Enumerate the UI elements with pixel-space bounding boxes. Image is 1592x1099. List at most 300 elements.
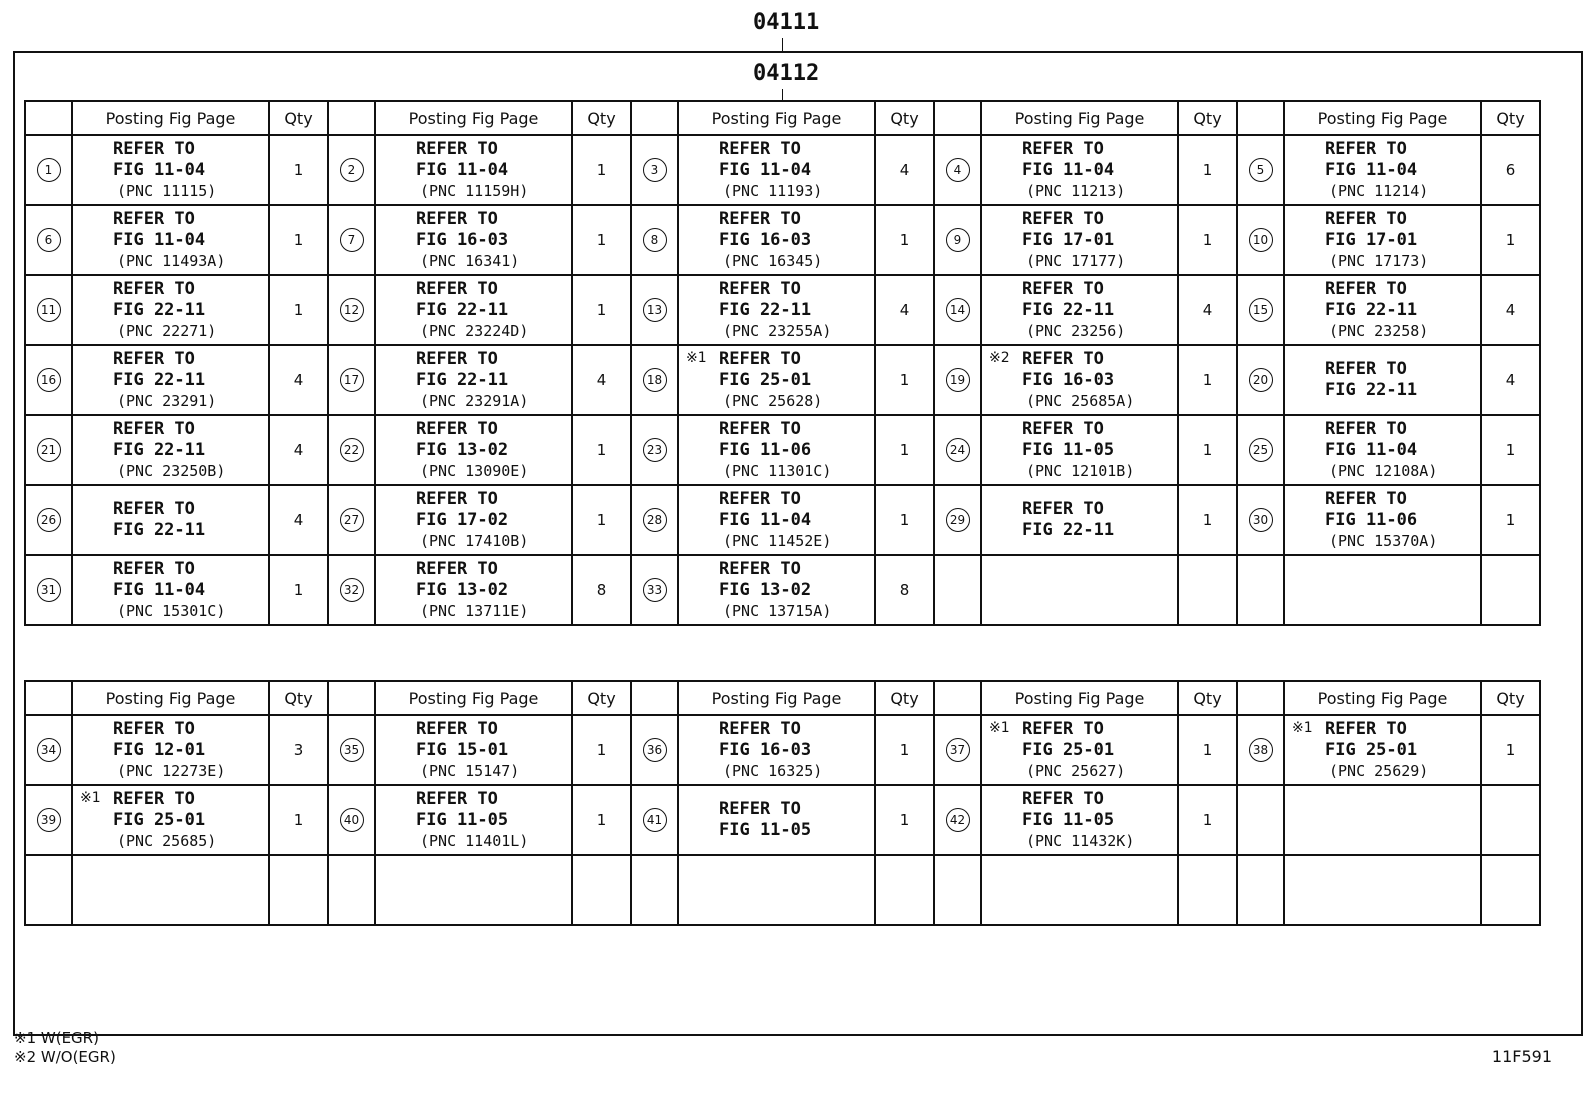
qty-cell: 1	[875, 415, 934, 485]
qty-cell: 1	[572, 415, 631, 485]
qty-cell: 1	[1178, 205, 1237, 275]
fig-page-text: FIG 22-11	[1022, 299, 1115, 320]
item-number-badge: 13	[643, 298, 667, 322]
header-posting-fig-page: Posting Fig Page	[678, 101, 875, 135]
reference-cell	[981, 135, 1178, 205]
reference-cell	[375, 785, 572, 855]
header-posting-fig-page: Posting Fig Page	[1284, 101, 1481, 135]
top-part-label: 04111	[753, 10, 820, 35]
qty-cell	[572, 855, 631, 925]
fig-page-text: FIG 25-01	[1022, 739, 1115, 760]
pnc-text: (PNC 12108A)	[1329, 461, 1438, 480]
qty-cell	[875, 855, 934, 925]
parts-table-2	[24, 680, 1541, 926]
item-number-cell	[25, 785, 72, 855]
pnc-text: (PNC 11214)	[1329, 181, 1429, 200]
reference-cell	[1284, 785, 1481, 855]
qty-cell: 1	[1481, 415, 1540, 485]
qty-cell	[1481, 855, 1540, 925]
qty-cell: 1	[269, 555, 328, 625]
item-number-badge: 25	[1249, 438, 1273, 462]
item-number-cell	[1237, 555, 1284, 625]
fig-page-text: FIG 22-11	[416, 299, 509, 320]
reference-cell	[981, 855, 1178, 925]
pnc-text: (PNC 15370A)	[1329, 531, 1438, 550]
qty-cell: 1	[572, 135, 631, 205]
fig-page-text: FIG 22-11	[113, 369, 206, 390]
item-number-cell	[25, 555, 72, 625]
fig-page-text: FIG 11-04	[1325, 439, 1418, 460]
qty-cell: 1	[572, 785, 631, 855]
pnc-text: (PNC 25685A)	[1026, 391, 1135, 410]
fig-page-text: FIG 22-11	[1325, 299, 1418, 320]
refer-to-text: REFER TO	[719, 718, 801, 739]
reference-cell	[375, 205, 572, 275]
pnc-text: (PNC 11159H)	[420, 181, 529, 200]
reference-cell	[1284, 205, 1481, 275]
footnote-mark: ※1	[80, 790, 101, 806]
fig-page-text: FIG 15-01	[416, 739, 509, 760]
fig-page-text: FIG 11-05	[1022, 809, 1115, 830]
refer-to-text: REFER TO	[113, 788, 195, 809]
qty-cell: 1	[572, 485, 631, 555]
item-number-cell	[631, 855, 678, 925]
footnote-mark: ※1	[1292, 720, 1313, 736]
item-number-cell	[1237, 855, 1284, 925]
qty-cell: 4	[1481, 275, 1540, 345]
pnc-text: (PNC 11301C)	[723, 461, 832, 480]
header-posting-fig-page: Posting Fig Page	[981, 681, 1178, 715]
reference-cell	[72, 275, 269, 345]
item-number-cell	[934, 785, 981, 855]
pnc-text: (PNC 15301C)	[117, 601, 226, 620]
item-number-cell	[1237, 135, 1284, 205]
item-number-cell	[25, 855, 72, 925]
fig-page-text: FIG 17-01	[1022, 229, 1115, 250]
item-number-cell	[934, 205, 981, 275]
header-row	[25, 101, 1540, 135]
qty-cell: 1	[1178, 715, 1237, 785]
pnc-text: (PNC 23224D)	[420, 321, 529, 340]
pnc-text: (PNC 11213)	[1026, 181, 1126, 200]
item-number-badge: 38	[1249, 738, 1273, 762]
item-number-badge: 32	[340, 578, 364, 602]
item-number-cell	[25, 135, 72, 205]
qty-cell: 1	[1178, 135, 1237, 205]
item-number-cell	[25, 485, 72, 555]
item-number-badge: 30	[1249, 508, 1273, 532]
fig-page-text: FIG 12-01	[113, 739, 206, 760]
reference-cell	[72, 135, 269, 205]
refer-to-text: REFER TO	[113, 208, 195, 229]
item-number-cell	[631, 275, 678, 345]
item-number-cell	[934, 345, 981, 415]
pnc-text: (PNC 23258)	[1329, 321, 1429, 340]
reference-cell	[375, 415, 572, 485]
fig-page-text: FIG 11-06	[1325, 509, 1418, 530]
table-row	[25, 205, 1540, 275]
item-number-cell	[631, 715, 678, 785]
header-blank	[25, 101, 72, 135]
item-number-cell	[1237, 205, 1284, 275]
item-number-cell	[328, 485, 375, 555]
parts-table-1	[24, 100, 1541, 626]
header-blank	[631, 101, 678, 135]
qty-cell	[1481, 785, 1540, 855]
item-number-badge: 21	[37, 438, 61, 462]
qty-cell: 1	[1481, 485, 1540, 555]
fig-page-text: FIG 22-11	[113, 520, 206, 540]
item-number-badge: 4	[946, 158, 970, 182]
reference-cell	[678, 135, 875, 205]
item-number-badge: 26	[37, 508, 61, 532]
item-number-cell	[631, 555, 678, 625]
qty-cell: 4	[1481, 345, 1540, 415]
pnc-text: (PNC 12101B)	[1026, 461, 1135, 480]
item-number-cell	[25, 205, 72, 275]
item-number-cell	[631, 135, 678, 205]
refer-to-text: REFER TO	[416, 348, 498, 369]
item-number-cell	[631, 345, 678, 415]
refer-to-text: REFER TO	[1325, 278, 1407, 299]
header-qty: Qty	[1481, 101, 1540, 135]
reference-cell	[1284, 715, 1481, 785]
pnc-text: (PNC 16325)	[723, 761, 823, 780]
qty-cell: 1	[1178, 785, 1237, 855]
footnote-2: ※2 W/O(EGR)	[14, 1048, 116, 1066]
qty-cell	[1178, 855, 1237, 925]
item-number-badge: 33	[643, 578, 667, 602]
fig-page-text: FIG 11-05	[719, 820, 812, 840]
item-number-badge: 8	[643, 228, 667, 252]
item-number-cell	[328, 275, 375, 345]
item-number-badge: 17	[340, 368, 364, 392]
pnc-text: (PNC 23250B)	[117, 461, 226, 480]
item-number-cell	[1237, 485, 1284, 555]
qty-cell: 1	[269, 785, 328, 855]
header-blank	[934, 681, 981, 715]
header-blank	[1237, 681, 1284, 715]
qty-cell: 3	[269, 715, 328, 785]
refer-to-text: REFER TO	[1022, 138, 1104, 159]
item-number-badge: 9	[946, 228, 970, 252]
reference-cell	[981, 205, 1178, 275]
header-blank	[25, 681, 72, 715]
item-number-cell	[328, 715, 375, 785]
qty-cell: 4	[1178, 275, 1237, 345]
fig-page-text: FIG 17-01	[1325, 229, 1418, 250]
reference-cell	[981, 485, 1178, 555]
qty-cell: 4	[269, 415, 328, 485]
header-posting-fig-page: Posting Fig Page	[72, 681, 269, 715]
footnote-mark: ※1	[989, 720, 1010, 736]
refer-to-text: REFER TO	[719, 558, 801, 579]
item-number-cell	[1237, 275, 1284, 345]
footnote-mark: ※1	[686, 350, 707, 366]
header-posting-fig-page: Posting Fig Page	[1284, 681, 1481, 715]
fig-page-text: FIG 25-01	[1325, 739, 1418, 760]
item-number-badge: 14	[946, 298, 970, 322]
header-qty: Qty	[269, 681, 328, 715]
item-number-badge: 3	[643, 158, 667, 182]
refer-to-text: REFER TO	[719, 138, 801, 159]
item-number-badge: 34	[37, 738, 61, 762]
table-row	[25, 555, 1540, 625]
qty-cell: 1	[875, 715, 934, 785]
header-row	[25, 681, 1540, 715]
reference-cell	[678, 555, 875, 625]
pnc-text: (PNC 23291A)	[420, 391, 529, 410]
refer-to-text: REFER TO	[1325, 418, 1407, 439]
item-number-badge: 11	[37, 298, 61, 322]
pnc-text: (PNC 23256)	[1026, 321, 1126, 340]
header-posting-fig-page: Posting Fig Page	[981, 101, 1178, 135]
reference-cell	[72, 715, 269, 785]
pnc-text: (PNC 17173)	[1329, 251, 1429, 270]
qty-cell: 1	[875, 485, 934, 555]
qty-cell: 8	[875, 555, 934, 625]
item-number-cell	[934, 275, 981, 345]
footnote-mark: ※2	[989, 350, 1010, 366]
item-number-badge: 41	[643, 808, 667, 832]
qty-cell: 1	[269, 205, 328, 275]
pnc-text: (PNC 17177)	[1026, 251, 1126, 270]
header-qty: Qty	[875, 681, 934, 715]
header-posting-fig-page: Posting Fig Page	[375, 681, 572, 715]
item-number-badge: 36	[643, 738, 667, 762]
qty-cell: 1	[269, 275, 328, 345]
refer-to-text: REFER TO	[719, 348, 801, 369]
item-number-badge: 37	[946, 738, 970, 762]
qty-cell	[269, 855, 328, 925]
reference-cell	[375, 135, 572, 205]
pnc-text: (PNC 11432K)	[1026, 831, 1135, 850]
item-number-cell	[328, 135, 375, 205]
item-number-badge: 10	[1249, 228, 1273, 252]
pnc-text: (PNC 11193)	[723, 181, 823, 200]
table-row	[25, 415, 1540, 485]
item-number-cell	[328, 345, 375, 415]
table-row	[25, 135, 1540, 205]
item-number-badge: 1	[37, 158, 61, 182]
item-number-badge: 23	[643, 438, 667, 462]
item-number-cell	[25, 345, 72, 415]
reference-cell	[678, 275, 875, 345]
refer-to-text: REFER TO	[1325, 718, 1407, 739]
item-number-cell	[1237, 715, 1284, 785]
refer-to-text: REFER TO	[416, 558, 498, 579]
refer-to-text: REFER TO	[719, 799, 801, 819]
refer-to-text: REFER TO	[1022, 208, 1104, 229]
qty-cell: 6	[1481, 135, 1540, 205]
qty-cell: 1	[1178, 485, 1237, 555]
refer-to-text: REFER TO	[416, 488, 498, 509]
qty-cell: 4	[269, 345, 328, 415]
fig-page-text: FIG 11-05	[1022, 439, 1115, 460]
reference-cell	[678, 855, 875, 925]
header-blank	[1237, 101, 1284, 135]
reference-cell	[981, 415, 1178, 485]
item-number-badge: 15	[1249, 298, 1273, 322]
refer-to-text: REFER TO	[416, 418, 498, 439]
pnc-text: (PNC 16341)	[420, 251, 520, 270]
refer-to-text: REFER TO	[113, 278, 195, 299]
item-number-badge: 18	[643, 368, 667, 392]
refer-to-text: REFER TO	[1022, 499, 1104, 519]
fig-page-text: FIG 22-11	[113, 439, 206, 460]
refer-to-text: REFER TO	[113, 558, 195, 579]
fig-page-text: FIG 11-06	[719, 439, 812, 460]
fig-page-text: FIG 11-04	[719, 159, 812, 180]
item-number-cell	[934, 715, 981, 785]
figure-code: 11F591	[1491, 1047, 1552, 1066]
reference-cell	[678, 415, 875, 485]
item-number-cell	[631, 415, 678, 485]
refer-to-text: REFER TO	[416, 138, 498, 159]
refer-to-text: REFER TO	[416, 788, 498, 809]
pnc-text: (PNC 25629)	[1329, 761, 1429, 780]
qty-cell: 1	[875, 205, 934, 275]
qty-cell: 1	[875, 345, 934, 415]
reference-cell	[72, 485, 269, 555]
table-row	[25, 345, 1540, 415]
header-posting-fig-page: Posting Fig Page	[375, 101, 572, 135]
fig-page-text: FIG 22-11	[113, 299, 206, 320]
table-row	[25, 855, 1540, 925]
qty-cell: 4	[875, 275, 934, 345]
reference-cell	[981, 715, 1178, 785]
pnc-text: (PNC 25685)	[117, 831, 217, 850]
fig-page-text: FIG 11-04	[1022, 159, 1115, 180]
reference-cell	[72, 555, 269, 625]
pnc-text: (PNC 17410B)	[420, 531, 529, 550]
item-number-badge: 12	[340, 298, 364, 322]
item-number-cell	[328, 555, 375, 625]
item-number-cell	[631, 485, 678, 555]
item-number-badge: 39	[37, 808, 61, 832]
fig-page-text: FIG 16-03	[416, 229, 509, 250]
item-number-cell	[25, 275, 72, 345]
item-number-badge: 19	[946, 368, 970, 392]
refer-to-text: REFER TO	[1325, 359, 1407, 379]
pnc-text: (PNC 11493A)	[117, 251, 226, 270]
reference-cell	[375, 485, 572, 555]
table-row	[25, 715, 1540, 785]
reference-cell	[72, 345, 269, 415]
fig-page-text: FIG 11-04	[1325, 159, 1418, 180]
header-qty: Qty	[1178, 101, 1237, 135]
reference-cell	[1284, 855, 1481, 925]
reference-cell	[72, 205, 269, 275]
qty-cell: 1	[1481, 205, 1540, 275]
fig-page-text: FIG 11-04	[416, 159, 509, 180]
refer-to-text: REFER TO	[719, 278, 801, 299]
pnc-text: (PNC 15147)	[420, 761, 520, 780]
refer-to-text: REFER TO	[113, 348, 195, 369]
refer-to-text: REFER TO	[1325, 138, 1407, 159]
refer-to-text: REFER TO	[1325, 208, 1407, 229]
refer-to-text: REFER TO	[1325, 488, 1407, 509]
reference-cell	[1284, 275, 1481, 345]
reference-cell	[375, 345, 572, 415]
refer-to-text: REFER TO	[113, 418, 195, 439]
qty-cell: 1	[269, 135, 328, 205]
item-number-badge: 28	[643, 508, 667, 532]
refer-to-text: REFER TO	[113, 718, 195, 739]
item-number-badge: 31	[37, 578, 61, 602]
item-number-badge: 35	[340, 738, 364, 762]
reference-cell	[375, 275, 572, 345]
reference-cell	[1284, 345, 1481, 415]
reference-cell	[678, 785, 875, 855]
pnc-text: (PNC 13715A)	[723, 601, 832, 620]
fig-page-text: FIG 22-11	[416, 369, 509, 390]
refer-to-text: REFER TO	[1022, 788, 1104, 809]
header-posting-fig-page: Posting Fig Page	[678, 681, 875, 715]
item-number-cell	[934, 555, 981, 625]
pnc-text: (PNC 12273E)	[117, 761, 226, 780]
item-number-badge: 16	[37, 368, 61, 392]
pnc-text: (PNC 16345)	[723, 251, 823, 270]
reference-cell	[678, 715, 875, 785]
fig-page-text: FIG 16-03	[719, 229, 812, 250]
qty-cell: 1	[1178, 415, 1237, 485]
header-blank	[631, 681, 678, 715]
fig-page-text: FIG 16-03	[1022, 369, 1115, 390]
header-qty: Qty	[572, 681, 631, 715]
header-qty: Qty	[572, 101, 631, 135]
fig-page-text: FIG 25-01	[113, 809, 206, 830]
item-number-badge: 40	[340, 808, 364, 832]
item-number-badge: 24	[946, 438, 970, 462]
item-number-cell	[1237, 785, 1284, 855]
pnc-text: (PNC 11452E)	[723, 531, 832, 550]
fig-page-text: FIG 22-11	[1325, 380, 1418, 400]
qty-cell: 1	[875, 785, 934, 855]
item-number-cell	[328, 415, 375, 485]
item-number-badge: 42	[946, 808, 970, 832]
item-number-badge: 20	[1249, 368, 1273, 392]
item-number-cell	[328, 785, 375, 855]
fig-page-text: FIG 11-04	[719, 509, 812, 530]
footnote-1: ※1 W(EGR)	[14, 1029, 99, 1047]
reference-cell	[72, 785, 269, 855]
header-qty: Qty	[1481, 681, 1540, 715]
header-qty: Qty	[1178, 681, 1237, 715]
header-qty: Qty	[269, 101, 328, 135]
qty-cell: 4	[572, 345, 631, 415]
item-number-cell	[1237, 345, 1284, 415]
refer-to-text: REFER TO	[719, 208, 801, 229]
reference-cell	[72, 415, 269, 485]
item-number-cell	[328, 205, 375, 275]
refer-to-text: REFER TO	[719, 418, 801, 439]
pnc-text: (PNC 25628)	[723, 391, 823, 410]
table-row	[25, 785, 1540, 855]
pnc-text: (PNC 22271)	[117, 321, 217, 340]
qty-cell: 1	[1178, 345, 1237, 415]
fig-page-text: FIG 13-02	[719, 579, 812, 600]
item-number-cell	[25, 715, 72, 785]
refer-to-text: REFER TO	[416, 208, 498, 229]
fig-page-text: FIG 11-04	[113, 159, 206, 180]
reference-cell	[1284, 135, 1481, 205]
pnc-text: (PNC 11401L)	[420, 831, 529, 850]
pnc-text: (PNC 23255A)	[723, 321, 832, 340]
reference-cell	[981, 785, 1178, 855]
reference-cell	[72, 855, 269, 925]
qty-cell	[1481, 555, 1540, 625]
